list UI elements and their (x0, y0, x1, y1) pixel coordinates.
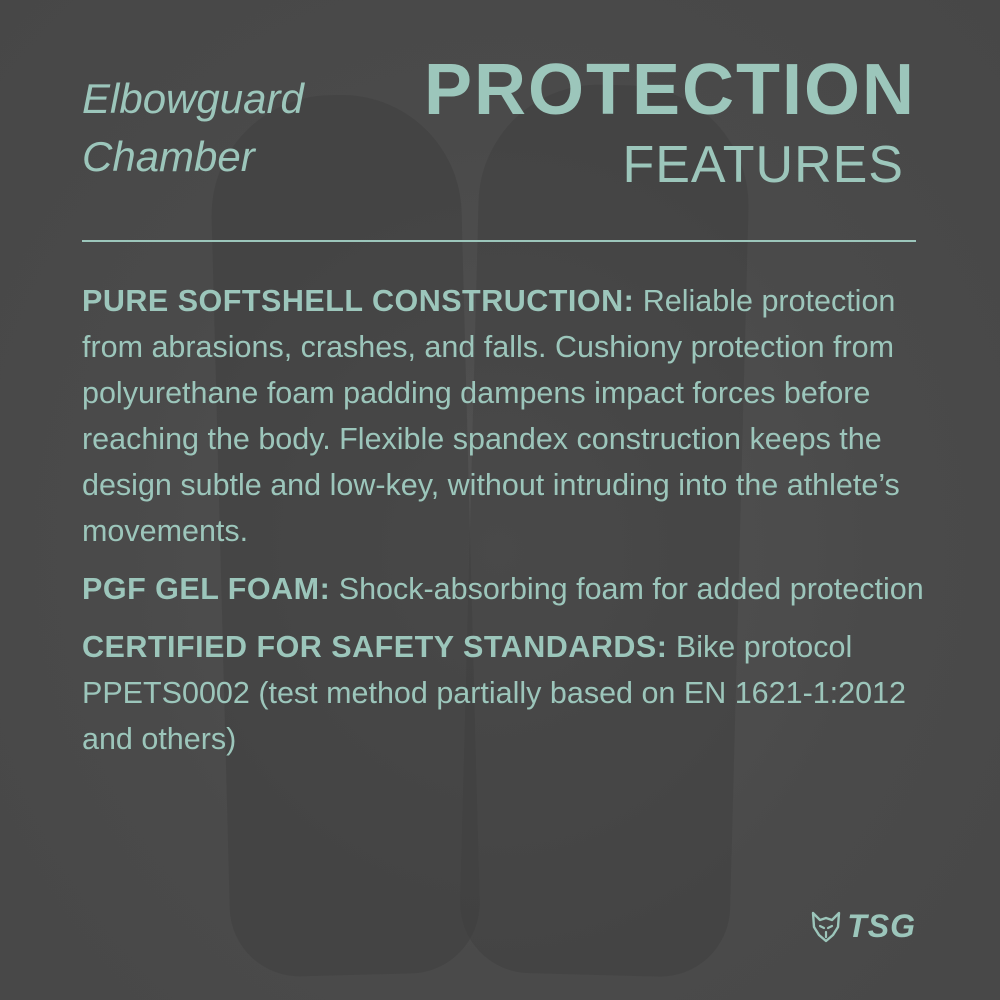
wolf-head-icon (811, 911, 841, 943)
product-name (82, 70, 304, 186)
heading-sub: FEATURES (622, 136, 904, 194)
feature-label: PURE SOFTSHELL CONSTRUCTION: (82, 284, 635, 318)
brand-logo-text: TSG (847, 908, 916, 944)
product-name-line1: Elbowguard (82, 75, 304, 122)
brand-logo (811, 908, 916, 945)
feature-text: Shock-absorbing foam for added protection (338, 572, 924, 606)
feature-label: PGF GEL FOAM: (82, 572, 331, 606)
feature-text: Reliable protection from abrasions, crashes, and falls. Cushiony protection from polyurethane foam padding dampens impact forces before reaching the body. Flexible spandex construction keeps the design subtle and low-key, without intruding into the athlete’s movements. (82, 284, 900, 548)
feature-label: CERTIFIED FOR SAFETY STANDARDS: (82, 630, 668, 664)
feature-item (82, 278, 927, 554)
heading-main: PROTECTION (423, 50, 916, 130)
feature-item (82, 566, 927, 612)
feature-item (82, 624, 927, 762)
product-name-line2: Chamber (82, 133, 255, 180)
feature-text: Bike protocol PPETS0002 (test method partially based on EN 1621-1:2012 and others) (82, 630, 907, 756)
divider (82, 240, 916, 242)
feature-list (82, 278, 927, 774)
